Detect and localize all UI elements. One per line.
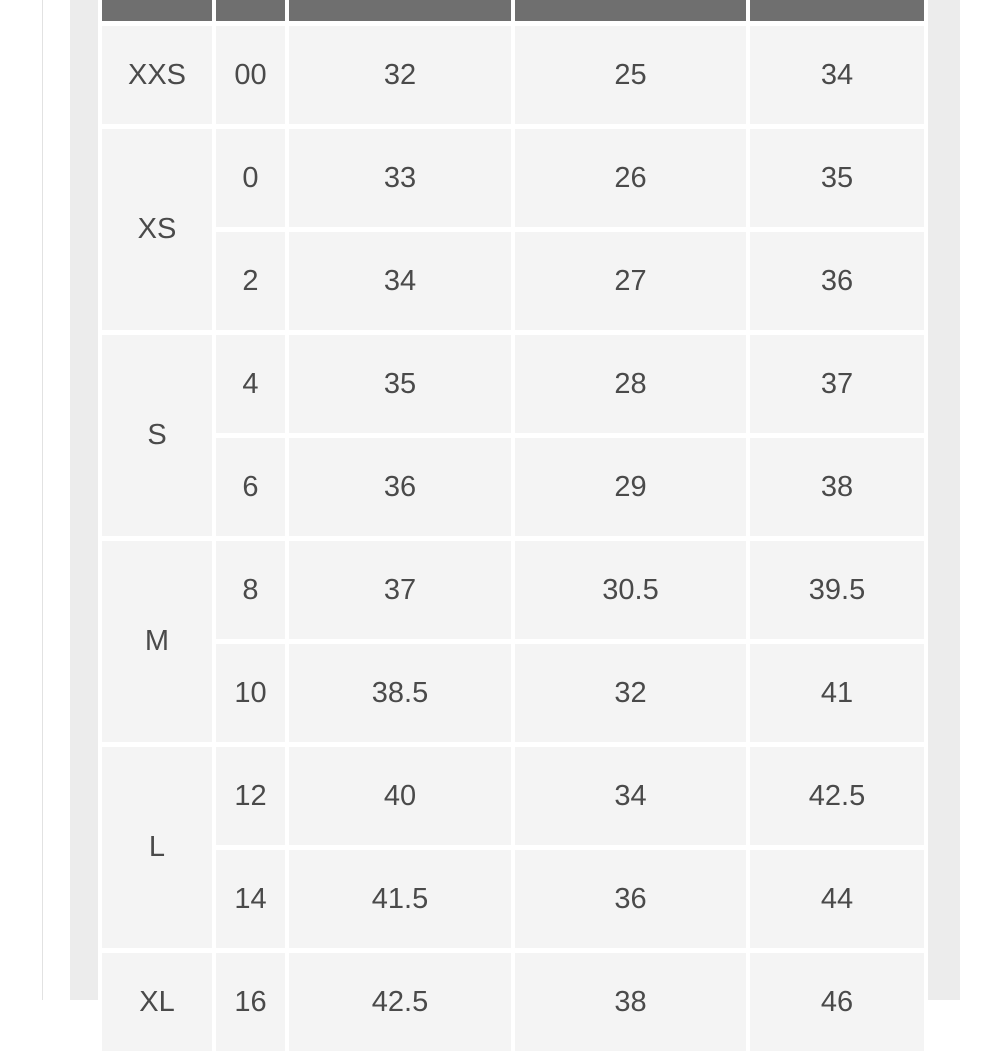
table-row — [102, 541, 924, 639]
measure-a-cell: 38.5 — [289, 644, 511, 742]
table-row — [102, 129, 924, 227]
table-row — [102, 850, 924, 948]
measure-c-cell: 36 — [750, 232, 924, 330]
size-letter-cell: XL — [102, 953, 212, 1051]
measure-b-cell: 26 — [515, 129, 746, 227]
measure-b-cell: 28 — [515, 335, 746, 433]
size-number-cell: 12 — [216, 747, 285, 845]
table-row — [102, 747, 924, 845]
measure-b-cell: 34 — [515, 747, 746, 845]
size-number-cell: 16 — [216, 953, 285, 1051]
table-row — [102, 335, 924, 433]
measure-b-cell: 36 — [515, 850, 746, 948]
size-number-cell: 8 — [216, 541, 285, 639]
measure-a-cell: 34 — [289, 232, 511, 330]
measure-c-cell: 42.5 — [750, 747, 924, 845]
measure-a-cell: 37 — [289, 541, 511, 639]
measure-a-cell: 32 — [289, 26, 511, 124]
measure-c-cell: 34 — [750, 26, 924, 124]
measure-c-cell: 35 — [750, 129, 924, 227]
size-chart-table — [98, 0, 928, 1056]
size-number-cell: 0 — [216, 129, 285, 227]
table-row — [102, 953, 924, 1051]
size-letter-cell: XS — [102, 129, 212, 330]
header-cell-col-c — [750, 0, 924, 21]
size-number-cell: 10 — [216, 644, 285, 742]
measure-c-cell: 41 — [750, 644, 924, 742]
table-row — [102, 232, 924, 330]
size-letter-cell: M — [102, 541, 212, 742]
table-row — [102, 26, 924, 124]
measure-b-cell: 29 — [515, 438, 746, 536]
measure-b-cell: 27 — [515, 232, 746, 330]
measure-b-cell: 25 — [515, 26, 746, 124]
table-row — [102, 438, 924, 536]
header-cell-col-b — [515, 0, 746, 21]
size-letter-cell: XXS — [102, 26, 212, 124]
measure-a-cell: 40 — [289, 747, 511, 845]
table-row — [102, 644, 924, 742]
measure-c-cell: 44 — [750, 850, 924, 948]
size-number-cell: 6 — [216, 438, 285, 536]
header-cell-number — [216, 0, 285, 21]
size-number-cell: 14 — [216, 850, 285, 948]
measure-a-cell: 35 — [289, 335, 511, 433]
header-row — [102, 0, 924, 21]
measure-c-cell: 39.5 — [750, 541, 924, 639]
measure-b-cell: 32 — [515, 644, 746, 742]
header-cell-size — [102, 0, 212, 21]
measure-c-cell: 46 — [750, 953, 924, 1051]
size-number-cell: 4 — [216, 335, 285, 433]
measure-b-cell: 30.5 — [515, 541, 746, 639]
measure-a-cell: 33 — [289, 129, 511, 227]
measure-a-cell: 41.5 — [289, 850, 511, 948]
measure-c-cell: 37 — [750, 335, 924, 433]
measure-c-cell: 38 — [750, 438, 924, 536]
measure-a-cell: 36 — [289, 438, 511, 536]
size-letter-cell: S — [102, 335, 212, 536]
size-number-cell: 00 — [216, 26, 285, 124]
header-cell-col-a — [289, 0, 511, 21]
measure-b-cell: 38 — [515, 953, 746, 1051]
size-letter-cell: L — [102, 747, 212, 948]
size-number-cell: 2 — [216, 232, 285, 330]
measure-a-cell: 42.5 — [289, 953, 511, 1051]
